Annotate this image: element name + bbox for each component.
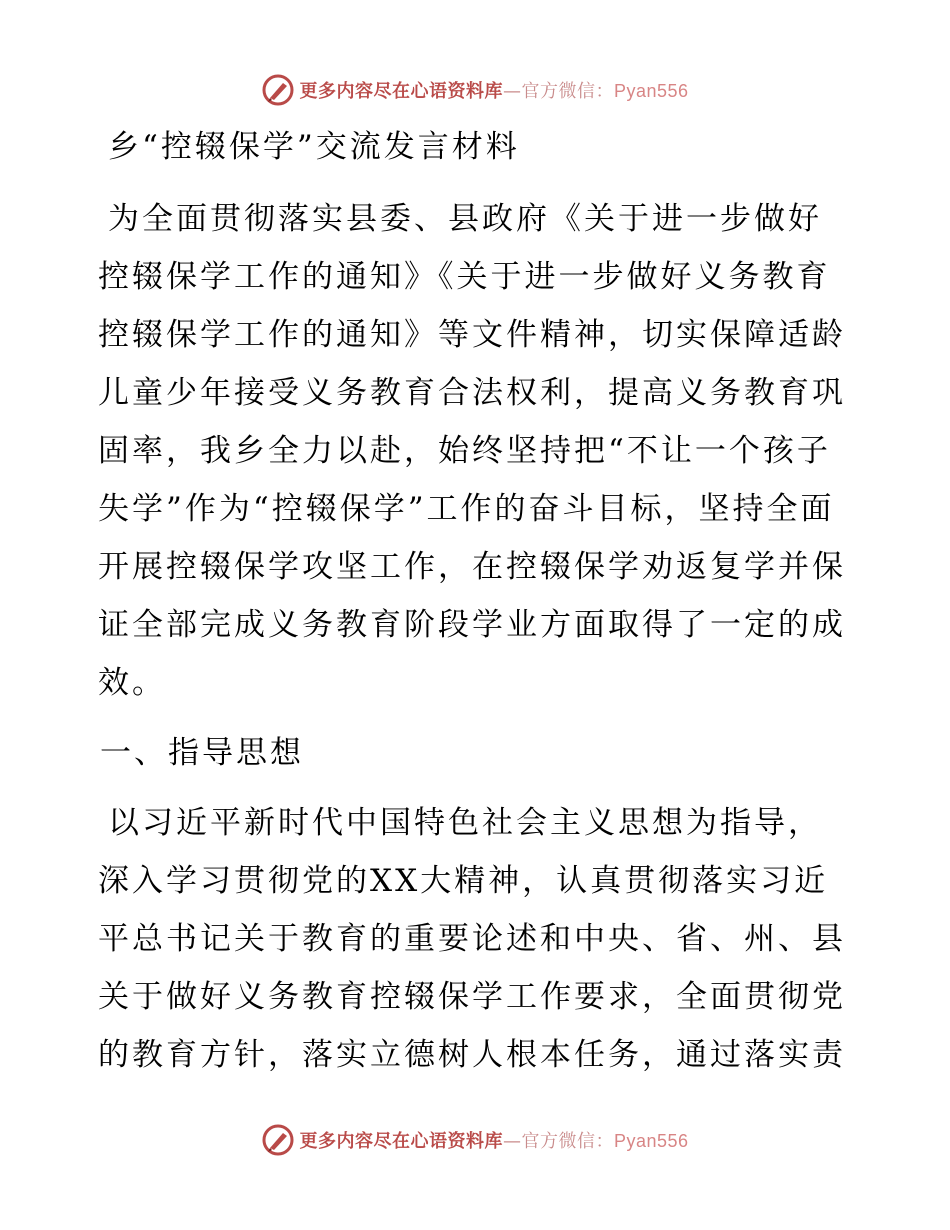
section-heading-guiding-thought: 一、指导思想 — [100, 735, 304, 771]
footer-banner — [0, 1120, 950, 1160]
banner-label: 官方微信： — [521, 81, 614, 102]
header-banner — [0, 70, 950, 110]
document-title: 乡“控辍保学”交流发言材料 — [108, 129, 520, 165]
document-body — [98, 118, 850, 1096]
intro-paragraph: 为全面贯彻落实县委、县政府《关于进一步做好控辍保学工作的通知》《关于进一步做好义务教育控辍保学工作的通知》等文件精神，切实保障适龄儿童少年接受义务教育合法权利，提高义务教育巩固率，我乡全力以赴，始终坚持把“不让一个孩子失学”作为“控辍保学”工作的奋斗目标，坚持全面开展控辍保学攻坚工作，在控辍保学劝返复学并保证全部完成义务教育阶段学业方面取得了一定的成效。 — [98, 201, 846, 701]
banner-label: 官方微信： — [521, 1131, 614, 1152]
pen-logo-icon — [261, 73, 295, 107]
banner-brand: 更多内容尽在心语资料库 — [299, 81, 503, 102]
pen-logo-icon — [261, 1123, 295, 1157]
banner-brand: 更多内容尽在心语资料库 — [299, 1131, 503, 1152]
banner-separator: — — [502, 1131, 522, 1152]
guiding-thought-paragraph: 以习近平新时代中国特色社会主义思想为指导，深入学习贯彻党的XX大精神，认真贯彻落实习近平总书记关于教育的重要论述和中央、省、州、县关于做好义务教育控辍保学工作要求，全面贯彻党的教育方针，落实立德树人根本任务，通过落实责 — [98, 805, 846, 1073]
header-banner-text — [299, 77, 688, 103]
footer-banner-text — [299, 1127, 688, 1153]
banner-handle: Pyan556 — [613, 81, 689, 101]
banner-handle: Pyan556 — [613, 1131, 689, 1151]
banner-separator: — — [502, 81, 522, 102]
